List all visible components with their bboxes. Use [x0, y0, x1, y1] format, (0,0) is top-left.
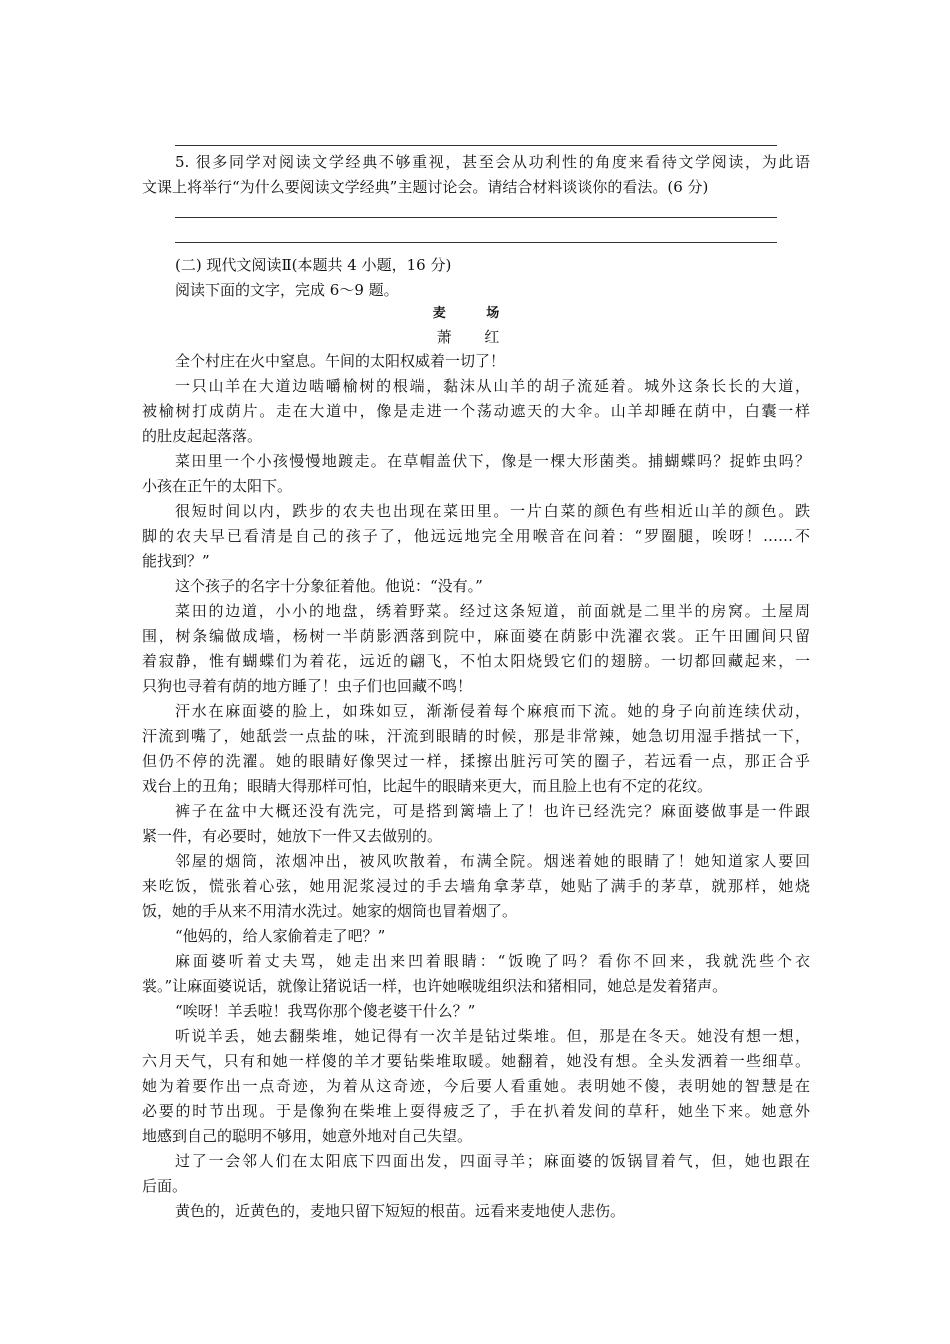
article-line: “唉呀！羊丢啦！我骂你那个傻老婆干什么？” [175, 1002, 476, 1020]
article-line: 只狗也寻着有荫的地方睡了！虫子们也回藏不鸣！ [142, 677, 473, 695]
article-line: 一只山羊在大道边啮嚼榆树的根端，黏沫从山羊的胡子流延着。城外这条长长的大道， [175, 377, 810, 395]
article-line: 麻面婆听着丈夫骂，她走出来凹着眼睛：“饭晚了吗？看你不回来，我就洗些个衣 [175, 952, 810, 970]
article-line: 能找到？” [142, 552, 210, 570]
article-line: 围，树条编做成墙，杨树一半荫影洒落到院中，麻面婆在荫影中洗濯衣裳。正午田圃间只留 [142, 627, 810, 645]
article-line: 全个村庄在火中窒息。午间的太阳权威着一切了！ [175, 352, 506, 370]
article-line: 汗流到嘴了，她舐尝一点盐的味，汗流到眼睛的时候，那是非常辣，她急切用湿手揩拭一下， [142, 727, 810, 745]
article-line: 她为着要作出一点奇迹，为着从这奇迹，今后要人看重她。表明她不傻，表明她的智慧是在 [142, 1077, 810, 1095]
article-line: 很短时间以内，跌步的农夫也出现在菜田里。一片白菜的颜色有些相近山羊的颜色。跌 [175, 502, 810, 520]
article-line: 着寂静，惟有蝴蝶们为着花，远近的翩飞，不怕太阳烧毁它们的翅膀。一切都回藏起来，一 [142, 652, 810, 670]
article-line: 六月天气，只有和她一样傻的羊才要钻柴堆取暖。她翻着，她没有想。全头发洒着一些细草。 [142, 1052, 810, 1070]
article-line: 紧一件，有必要时，她放下一件又去做别的。 [142, 827, 443, 845]
article-line: 必要的时节出现。于是像狗在柴堆上耍得疲乏了，手在扒着发间的草秆，她坐下来。她意外 [142, 1102, 810, 1120]
article-line: 汗水在麻面婆的脸上，如珠如豆，渐渐侵着每个麻痕而下流。她的身子向前连续伏动， [175, 702, 810, 720]
article-line: 小孩在正午的太阳下。 [142, 477, 293, 495]
article-line: 黄色的，近黄色的，麦地只留下短短的根苗。远看来麦地使人悲伤。 [175, 1202, 626, 1220]
article-line: 菜田的边道，小小的地盘，绣着野菜。经过这条短道，前面就是二里半的房窝。土屋周 [175, 602, 810, 620]
article-line: 的肚皮起起落落。 [142, 427, 263, 445]
article-line: 地感到自己的聪明不够用，她意外地对自己失望。 [142, 1127, 473, 1145]
answer-line [175, 242, 777, 243]
article-title: 麦 场 [432, 306, 518, 321]
article-line: 裤子在盆中大概还没有洗完，可是搭到篱墙上了！也许已经洗完？麻面婆做事是一件跟 [175, 802, 810, 820]
article-line: 被榆树打成荫片。走在大道中，像是走进一个荡动遮天的大伞。山羊却睡在荫中，白囊一样 [142, 402, 810, 420]
answer-line [175, 217, 777, 218]
article-line: “他妈的，给人家偷着走了吧？” [175, 927, 386, 945]
article-line: 裳。”让麻面婆说话，就像让猪说话一样，也许她喉咙组织法和猪相同，她总是发着猪声。 [142, 977, 728, 995]
answer-line [175, 145, 777, 146]
article-line: 来吃饭，慌张着心弦，她用泥浆浸过的手去墙角拿茅草，她贴了满手的茅草，就那样，她烧 [142, 877, 810, 895]
question-5-line-2: 文课上将举行“为什么要阅读文学经典”主题讨论会。请结合材料谈谈你的看法。(6 分) [142, 178, 709, 196]
article-line: 后面。 [142, 1177, 188, 1195]
section-instruction: 阅读下面的文字，完成 6～9 题。 [175, 281, 399, 299]
article-line: 听说羊丢，她去翻柴堆，她记得有一次羊是钻过柴堆。但，那是在冬天。她没有想一想， [175, 1027, 810, 1045]
article-line: 这个孩子的名字十分象征着他。他说：“没有。” [175, 577, 483, 595]
article-line: 戏台上的丑角；眼睛大得那样可怕，比起牛的眼睛来更大，而且脸上也有不定的花纹。 [142, 777, 713, 795]
article-author: 萧 红 [436, 328, 514, 346]
article-line: 菜田里一个小孩慢慢地踱走。在草帽盖伏下，像是一棵大形菌类。捕蝴蝶吗？捉蚱虫吗？ [175, 452, 810, 470]
article-line: 过了一会邻人们在太阳底下四面出发，四面寻羊；麻面婆的饭锅冒着气，但，她也跟在 [175, 1152, 810, 1170]
article-line: 邻屋的烟筒，浓烟冲出，被风吹散着，布满全院。烟迷着她的眼睛了！她知道家人要回 [175, 852, 810, 870]
article-line: 脚的农夫早已看清是自己的孩子了，他远远地完全用喉音在问着：“罗圈腿，唉呀！……不 [142, 527, 810, 545]
article-line: 但仍不停的洗濯。她的眼睛好像哭过一样，揉擦出脏污可笑的圈子，若远看一点，那正合乎 [142, 752, 810, 770]
article-line: 饭，她的手从来不用清水洗过。她家的烟筒也冒着烟了。 [142, 902, 518, 920]
question-5-line-1: 5. 很多同学对阅读文学经典不够重视，甚至会从功利性的角度来看待文学阅读，为此语 [175, 153, 810, 171]
section-heading: (二) 现代文阅读Ⅱ(本题共 4 小题，16 分) [175, 256, 452, 274]
